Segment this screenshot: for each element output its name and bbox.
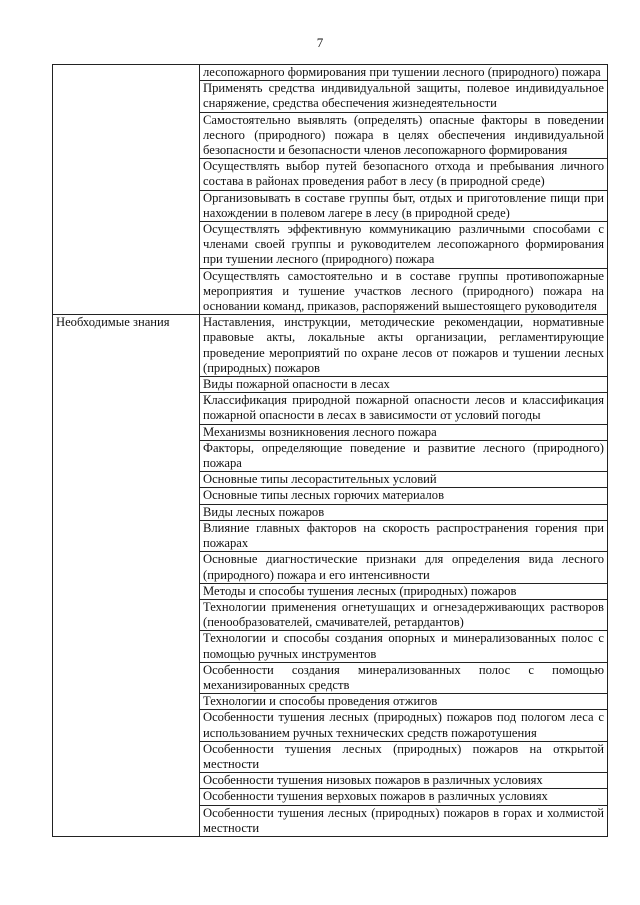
knowledge-item: Особенности тушения лесных (природных) пожаров в горах и холмистой местности — [200, 805, 608, 836]
table-row — [53, 315, 608, 377]
skills-label-cell — [53, 112, 200, 159]
skills-label-cell — [53, 65, 200, 81]
skills-label-cell — [53, 190, 200, 221]
skill-item: Осуществлять самостоятельно и в составе группы противопожарные мероприятия и тушение участков лесного (природного) пожара на основании команд, приказов, распоряжений вышестоящего руководителя — [200, 268, 608, 315]
knowledge-item: Особенности создания минерализованных полос с помощью механизированных средств — [200, 662, 608, 693]
knowledge-item: Особенности тушения лесных (природных) пожаров под пологом леса с использованием ручных технических средств пожаротушения — [200, 710, 608, 741]
skill-item: лесопожарного формирования при тушении лесного (природного) пожара — [200, 65, 608, 81]
knowledge-item: Наставления, инструкции, методические рекомендации, нормативные правовые акты, локальные акты организации, регламентирующие проведение мероприятий по охране лесов от пожаров и тушении лесных (природных) пожаров — [200, 315, 608, 377]
table-row — [53, 65, 608, 81]
table-row — [53, 190, 608, 221]
knowledge-item: Технологии и способы проведения отжигов — [200, 694, 608, 710]
skill-item: Применять средства индивидуальной защиты, полевое индивидуальное снаряжение, средства обеспечения жизнедеятельности — [200, 81, 608, 112]
table-row — [53, 159, 608, 190]
knowledge-item: Основные типы лесных горючих материалов — [200, 488, 608, 504]
skill-item: Осуществлять эффективную коммуникацию различными способами с членами своей группы и руководителем лесопожарного формирования при тушении лесного (природного) пожара — [200, 222, 608, 269]
skill-item: Организовывать в составе группы быт, отдых и приготовление пищи при нахождении в полевом лагере в лесу (в природной среде) — [200, 190, 608, 221]
skill-item: Самостоятельно выявлять (определять) опасные факторы в поведении лесного (природного) пожара в целях обеспечения индивидуальной безопасности и безопасности членов лесопожарного формирования — [200, 112, 608, 159]
knowledge-label: Необходимые знания — [53, 315, 200, 837]
knowledge-item: Влияние главных факторов на скорость распространения горения при пожарах — [200, 520, 608, 551]
knowledge-item: Факторы, определяющие поведение и развитие лесного (природного) пожара — [200, 440, 608, 471]
skills-label-cell — [53, 268, 200, 315]
skills-label-cell — [53, 81, 200, 112]
skills-label-cell — [53, 159, 200, 190]
knowledge-item: Виды пожарной опасности в лесах — [200, 377, 608, 393]
knowledge-item: Технологии и способы создания опорных и минерализованных полос с помощью ручных инструментов — [200, 631, 608, 662]
knowledge-item: Методы и способы тушения лесных (природных) пожаров — [200, 583, 608, 599]
table-row — [53, 81, 608, 112]
knowledge-item: Технологии применения огнетушащих и огнезадерживающих растворов (пенообразователей, смачивателей, ретардантов) — [200, 599, 608, 630]
skills-label-cell — [53, 222, 200, 269]
knowledge-item: Основные диагностические признаки для определения вида лесного (природного) пожара и его интенсивности — [200, 552, 608, 583]
table-row — [53, 268, 608, 315]
knowledge-item: Механизмы возникновения лесного пожара — [200, 424, 608, 440]
knowledge-item: Виды лесных пожаров — [200, 504, 608, 520]
table-row — [53, 222, 608, 269]
knowledge-item: Основные типы лесорастительных условий — [200, 472, 608, 488]
knowledge-item: Особенности тушения верховых пожаров в различных условиях — [200, 789, 608, 805]
page-number: 7 — [316, 35, 324, 50]
competency-table — [52, 64, 608, 837]
knowledge-item: Особенности тушения лесных (природных) пожаров на открытой местности — [200, 741, 608, 772]
table-row — [53, 112, 608, 159]
skill-item: Осуществлять выбор путей безопасного отхода и пребывания личного состава в районах проведения работ в лесу (в природной среде) — [200, 159, 608, 190]
knowledge-item: Классификация природной пожарной опасности лесов и классификация пожарной опасности в лесах в зависимости от условий погоды — [200, 393, 608, 424]
knowledge-item: Особенности тушения низовых пожаров в различных условиях — [200, 773, 608, 789]
